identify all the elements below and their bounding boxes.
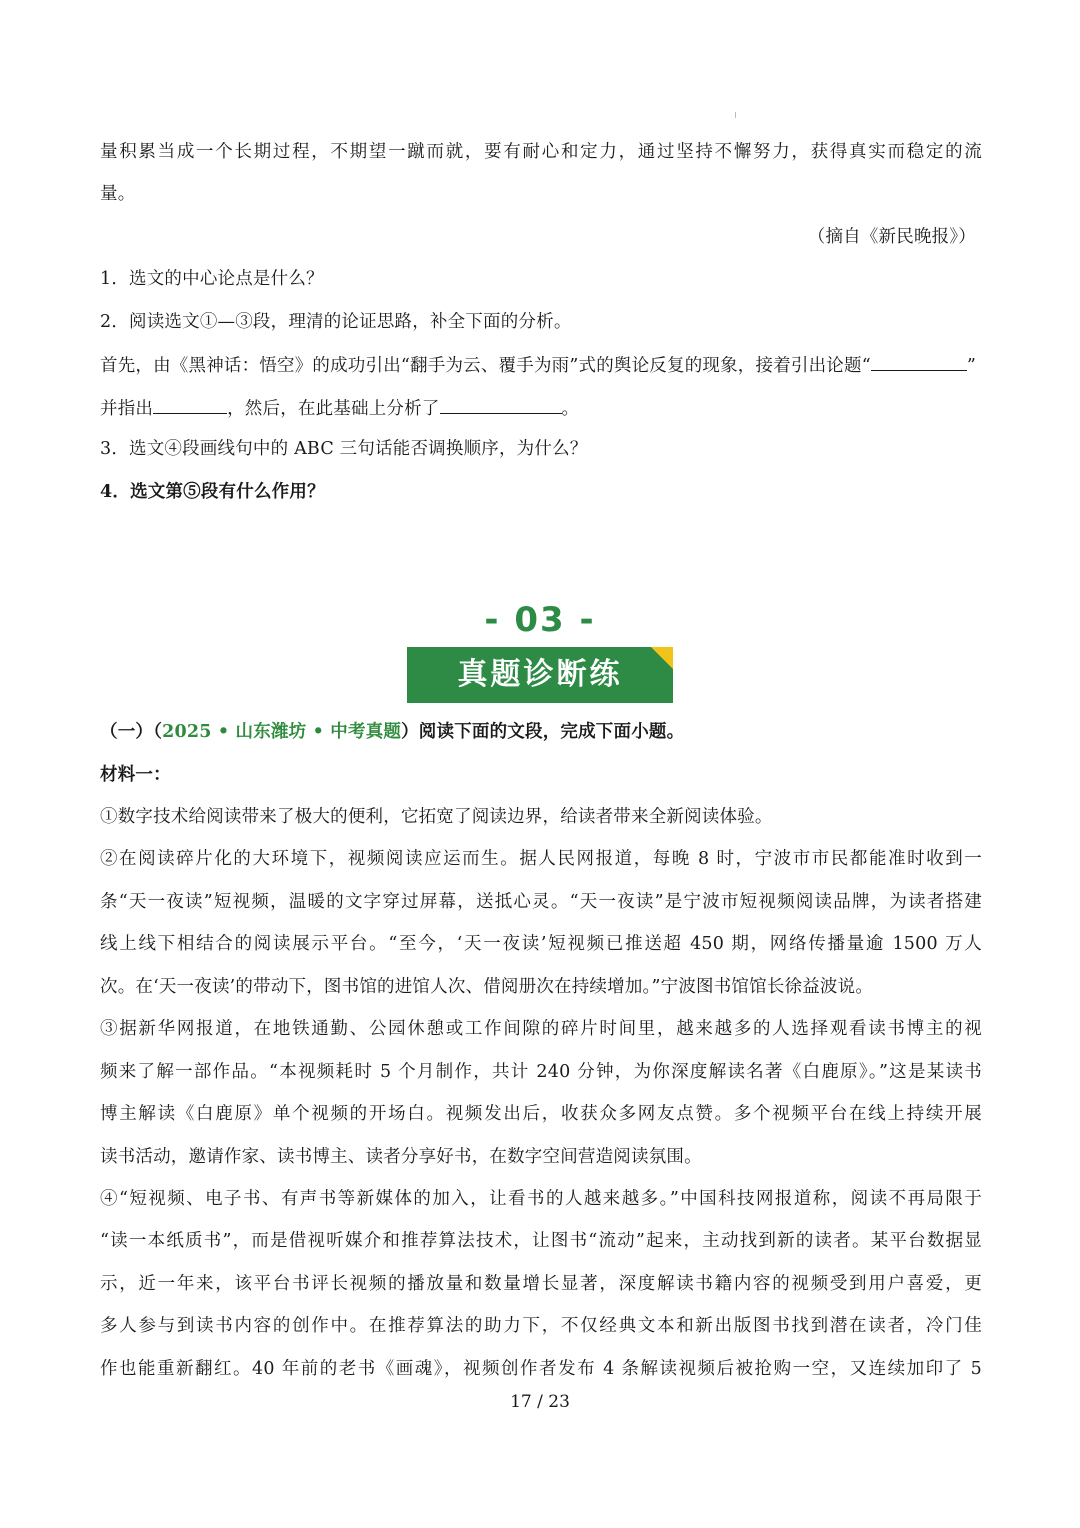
material-line: ③据新华网报道，在地铁通勤、公园休憩或工作间隙的碎片时间里，越来越多的人选择观看读书博主的视 [100, 1019, 982, 1039]
material-line: 次。在‘天一夜读’的带动下，图书馆的进馆人次、借阅册次在持续增加。”宁波图书馆馆长徐益波说。 [100, 977, 874, 997]
question-2-detail-text: 并指出 [100, 399, 154, 419]
material-line: 示，近一年来，该平台书评长视频的播放量和数量增长显著，深度解读书籍内容的视频受到用户喜爱，更 [100, 1274, 982, 1294]
answer-blank[interactable] [440, 395, 562, 414]
material-line: ①数字技术给阅读带来了极大的便利，它拓宽了阅读边界，给读者带来全新阅读体验。 [100, 807, 773, 827]
section-number: - 03 - [484, 600, 596, 640]
question-3: 3．选文④段画线句中的 ABC 三句话能否调换顺序，为什么？ [100, 439, 588, 459]
question-2-detail-text: 首先，由《黑神话：悟空》的成功引出“翻手为云、覆手为雨”式的舆论反复的现象，接着引出论题“ [100, 356, 871, 376]
question-2-detail-text: 。 [561, 399, 580, 419]
question-2-detail [100, 352, 984, 378]
exam-header [100, 720, 982, 744]
material-line: 作也能重新翻红。40 年前的老书《画魂》，视频创作者发布 4 条解读视频后被抢购一空，又连续加印了 5 [100, 1359, 982, 1379]
material-line: ②在阅读碎片化的大环境下，视频阅读应运而生。据人民网报道，每晚 8 时，宁波市市民都能准时收到一 [100, 849, 982, 869]
material-line: 频来了解一部作品。“本视频耗时 5 个月制作，共计 240 分钟，为你深度解读名著《白鹿原》。”这是某读书 [100, 1062, 982, 1082]
material-line: “读一本纸质书”，而是借视听媒介和推荐算法技术，让图书“流动”起来，主动找到新的读者。某平台数据显 [100, 1231, 982, 1251]
passage-source: （摘自《新民晚报》） [807, 227, 976, 247]
exam-header-prefix: （一）（ [100, 722, 163, 742]
material-line: ④“短视频、电子书、有声书等新媒体的加入，让看书的人越来越多。”中国科技网报道称，阅读不再局限于 [100, 1189, 982, 1209]
question-2-detail-close: ” [966, 356, 976, 376]
question-2: 2．阅读选文①—③段，理清的论证思路，补全下面的分析。 [100, 312, 572, 332]
passage-line: 量积累当成一个长期过程，不期望一蹴而就，要有耐心和定力，通过坚持不懈努力，获得真实而稳定的流 [100, 142, 982, 162]
answer-blank[interactable] [871, 352, 967, 371]
question-2-detail-text: ，然后，在此基础上分析了 [227, 399, 440, 419]
exam-source: 2025 • 山东潍坊 • 中考真题 [162, 722, 402, 742]
question-2-detail-cont [100, 395, 982, 421]
page-number: 17 / 23 [510, 1392, 570, 1412]
material-label: 材料一： [100, 765, 171, 785]
answer-blank[interactable] [153, 395, 227, 414]
question-1: 1．选文的中心论点是什么？ [100, 269, 324, 289]
material-line: 线上线下相结合的阅读展示平台。“至今，‘天一夜读’短视频已推送超 450 期，网络传播量逾 1500 万人 [100, 934, 982, 954]
material-line: 博主解读《白鹿原》单个视频的开场白。视频发出后，收获众多网友点赞。多个视频平台在线上持续开展 [100, 1104, 982, 1124]
section-title: 真题诊断练 [457, 657, 623, 692]
exam-header-suffix: ）阅读下面的文段，完成下面小题。 [401, 722, 685, 742]
section-banner [407, 647, 673, 703]
scan-mark [735, 112, 736, 118]
question-4: 4．选文第⑤段有什么作用？ [100, 482, 325, 502]
material-line: 读书活动，邀请作家、读书博主、读者分享好书，在数字空间营造阅读氛围。 [100, 1147, 702, 1167]
material-line: 条“天一夜读”短视频，温暖的文字穿过屏幕，送抵心灵。“天一夜读”是宁波市短视频阅读品牌，为读者搭建 [100, 892, 982, 912]
material-line: 多人参与到读书内容的创作中。在推荐算法的助力下，不仅经典文本和新出版图书找到潜在读者，冷门佳 [100, 1316, 982, 1336]
passage-line: 量。 [100, 184, 136, 204]
